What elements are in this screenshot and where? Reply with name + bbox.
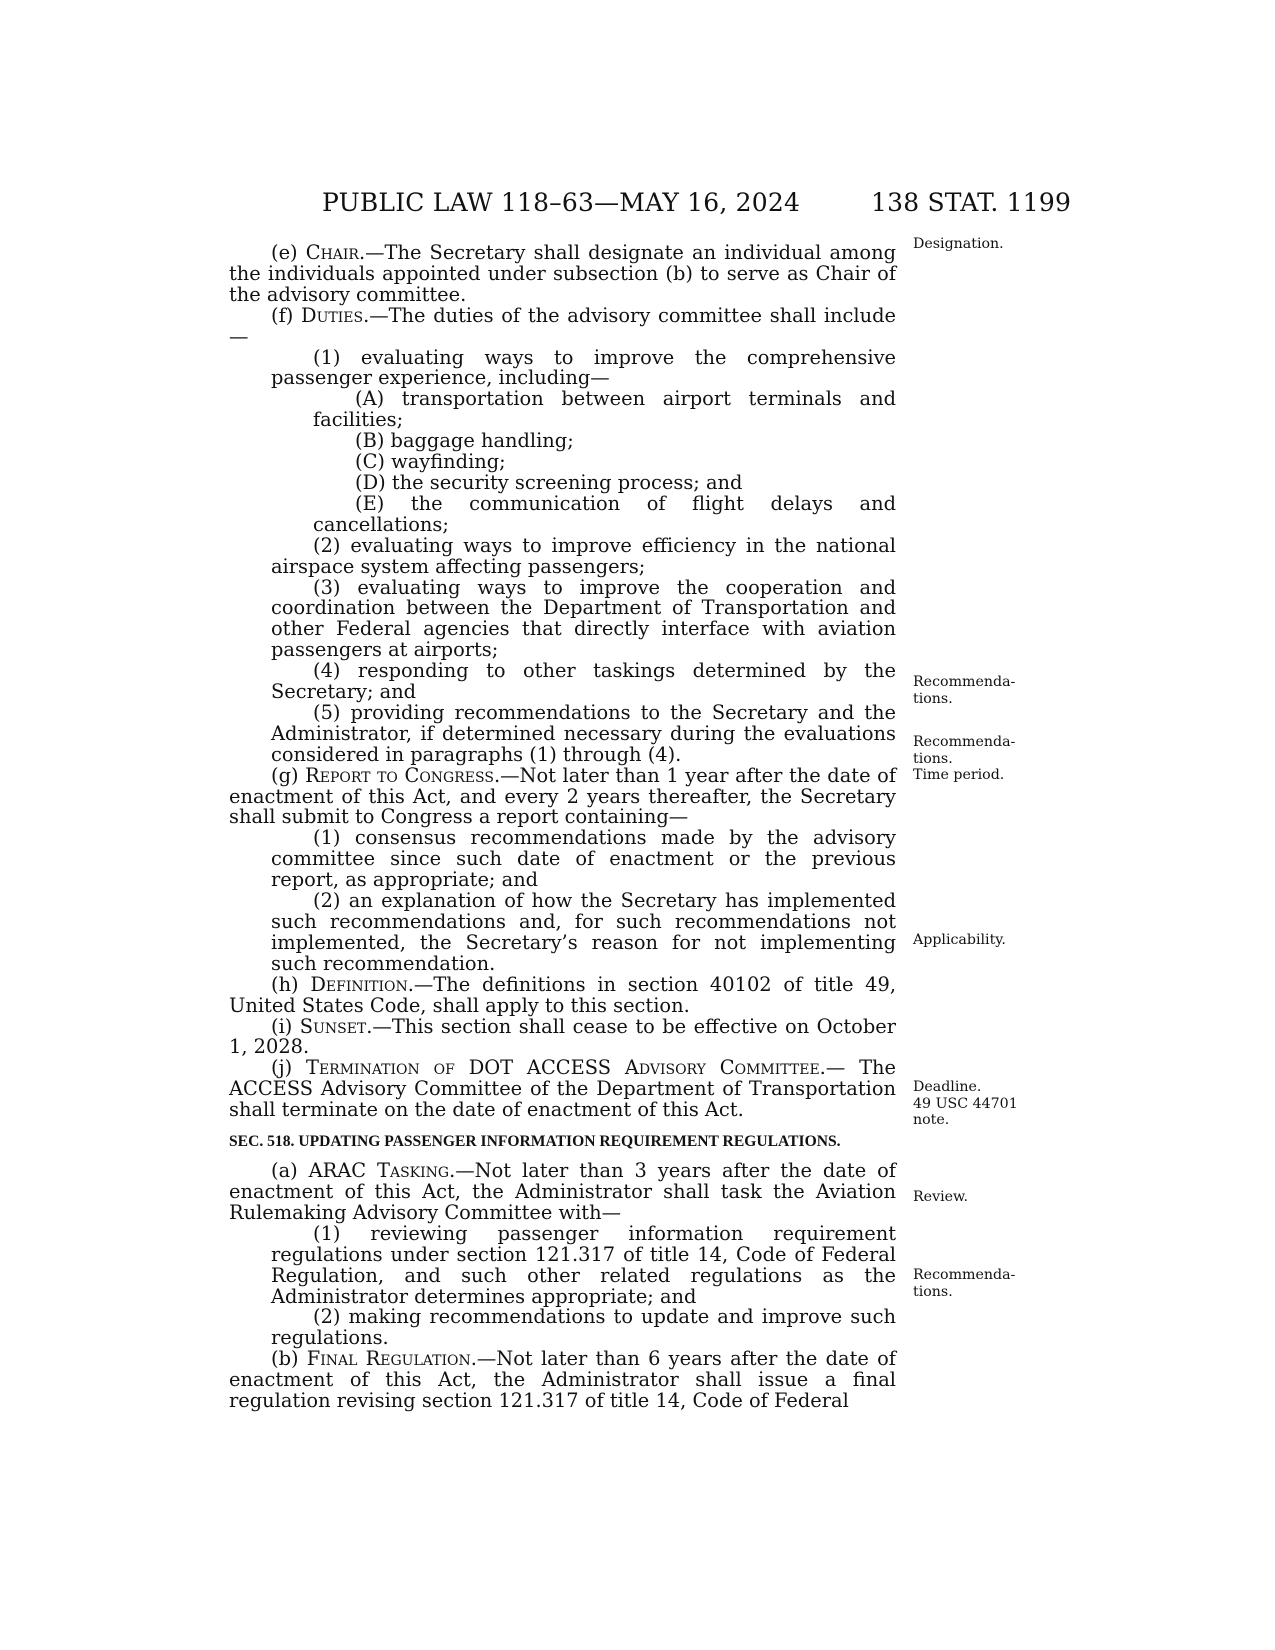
margin-note-applicability: Applicability.	[913, 932, 1006, 948]
subsection-i: (i) Sunset.—This section shall cease to be effective on October 1, 2028.	[229, 1014, 897, 1059]
running-header-stat-page: 138 STAT. 1199	[871, 188, 1072, 217]
paragraph-g2: (2) an explanation of how the Secretary has implemented such recommendations and, for such recommendations not implemented, the Secretary’s reason for not implementing such recommendation.	[271, 889, 896, 975]
paragraph-f3: (3) evaluating ways to improve the cooperation and coordination between the Department of Transportation and other Federal agencies that directly interface with aviation passengers at airports;	[271, 575, 896, 662]
paragraph-a1: (1) reviewing passenger information requirement regulations under section 121.317 of title 14, Code of Federal Regulation, and such other related regulations as the Administrator determines appropriate; and	[271, 1221, 896, 1308]
paragraph-f1: (1) evaluating ways to improve the comprehensive passenger experience, including—	[271, 345, 896, 390]
subparagraph-f1A: (A) transportation between airport terminals and facilities;	[313, 387, 896, 432]
subsection-e: (e) Chair.—The Secretary shall designate an individual among the individuals appointed under subsection (b) to serve as Chair of the advisory committee.	[229, 241, 896, 306]
subsection-a: (a) ARAC Tasking.—Not later than 3 years after the date of enactment of this Act, the Administrator shall task the Aviation Rulemaking Advisory Committee with—	[229, 1159, 896, 1224]
subsection-f: (f) Duties.—The duties of the advisory committee shall include—	[229, 303, 896, 348]
margin-note-recommendations-2: Recommenda- tions.	[913, 1267, 1016, 1300]
subparagraph-f1B: (B) baggage handling;	[355, 429, 574, 453]
running-header-title: PUBLIC LAW 118–63—MAY 16, 2024	[322, 188, 801, 217]
margin-note-designation: Designation.	[913, 236, 1004, 252]
margin-note-recommendations-time-period: Recommenda- tions. Time period.	[913, 734, 1016, 783]
paragraph-f4: (4) responding to other taskings determined by the Secretary; and	[271, 659, 896, 704]
statute-body	[229, 243, 896, 1412]
paragraph-f5: (5) providing recommendations to the Secretary and the Administrator, if determined necessary during the evaluations considered in paragraphs (1) through (4).	[271, 700, 896, 766]
subsection-h: (h) Definition.—The definitions in section 40102 of title 49, United States Code, shall apply to this section.	[229, 972, 896, 1017]
section-heading: SEC. 518. UPDATING PASSENGER INFORMATION REQUIREMENT REGULATIONS.	[229, 1133, 841, 1151]
subsection-j: (j) Termination of DOT ACCESS Advisory Committee.— The ACCESS Advisory Committee of the Department of Transportation shall terminate on the date of enactment of this Act.	[229, 1056, 896, 1122]
subsection-g: (g) Report to Congress.—Not later than 1 year after the date of enactment of this Act, and every 2 years thereafter, the Secretary shall submit to Congress a report containing—	[229, 763, 896, 829]
paragraph-f2: (2) evaluating ways to improve efficiency in the national airspace system affecting passengers;	[271, 533, 896, 578]
subsection-b: (b) Final Regulation.—Not later than 6 years after the date of enactment of this Act, the Administrator shall issue a final regulation revising section 121.317 of title 14, Code of Federal	[229, 1347, 896, 1413]
margin-note-review: Review.	[913, 1189, 968, 1205]
margin-note-recommendations: Recommenda- tions.	[913, 674, 1016, 707]
margin-note-deadline-usc: Deadline. 49 USC 44701 note.	[913, 1079, 1018, 1128]
subparagraph-f1E: (E) the communication of flight delays and cancellations;	[313, 491, 896, 536]
subparagraph-f1C: (C) wayfinding;	[355, 450, 506, 474]
paragraph-a2: (2) making recommendations to update and improve such regulations.	[271, 1305, 896, 1350]
subparagraph-f1D: (D) the security screening process; and	[355, 470, 743, 494]
paragraph-g1: (1) consensus recommendations made by the advisory committee since such date of enactment or the previous report, as appropriate; and	[271, 826, 896, 892]
